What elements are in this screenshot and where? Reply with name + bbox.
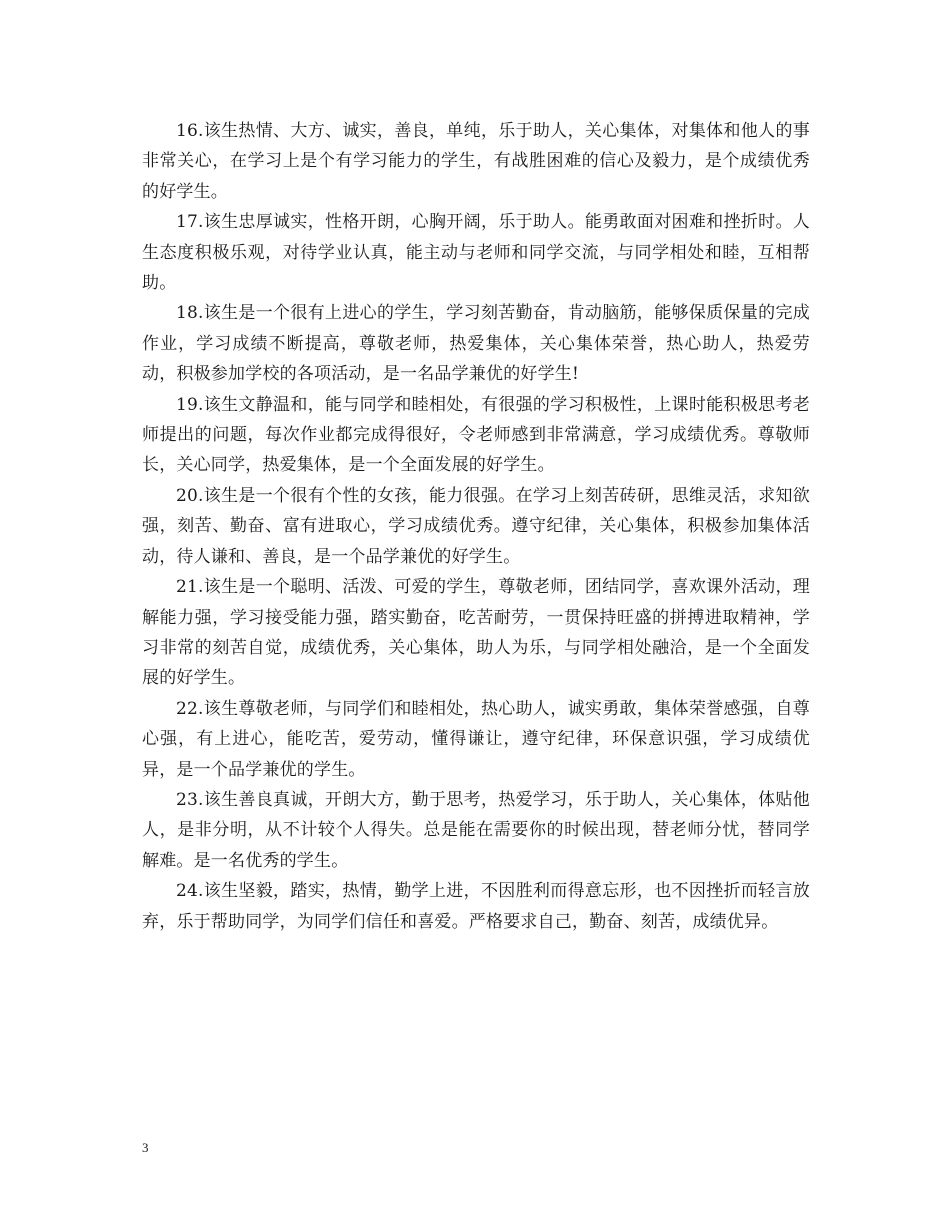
comment-paragraph-19: 19.该生文静温和，能与同学和睦相处，有很强的学习积极性，上课时能积极思考老师提出的问题，每次作业都完成得很好，令老师感到非常满意，学习成绩优秀。尊敬师长，关心同学，热爱集体，是一个全面发展的好学生。 [142, 394, 810, 476]
page-number: 3 [142, 1140, 149, 1155]
comment-paragraph-24: 24.该生坚毅，踏实，热情，勤学上进，不因胜利而得意忘形，也不因挫折而轻言放弃，乐于帮助同学，为同学们信任和喜爱。严格要求自己，勤奋、刻苦，成绩优异。 [142, 881, 810, 932]
comment-paragraph-16: 16.该生热情、大方、诚实，善良，单纯，乐于助人，关心集体，对集体和他人的事非常关心，在学习上是个有学习能力的学生，有战胜困难的信心及毅力，是个成绩优秀的好学生。 [142, 121, 810, 202]
comment-paragraph-23: 23.该生善良真诚，开朗大方，勤于思考，热爱学习，乐于助人，关心集体，体贴他人，是非分明，从不计较个人得失。总是能在需要你的时候出现，替老师分忧，替同学解难。是一名优秀的学生。 [142, 789, 810, 871]
comment-paragraph-22: 22.该生尊敬老师，与同学们和睦相处，热心助人，诚实勇敢，集体荣誉感强，自尊心强，有上进心，能吃苦，爱劳动，懂得谦让，遵守纪律，环保意识强，学习成绩优异，是一个品学兼优的学生。 [142, 698, 810, 780]
comment-paragraph-20: 20.该生是一个很有个性的女孩，能力很强。在学习上刻苦砖研，思维灵活，求知欲强，刻苦、勤奋、富有进取心，学习成绩优秀。遵守纪律，关心集体，积极参加集体活动，待人谦和、善良，是一个品学兼优的好学生。 [142, 485, 810, 567]
comment-paragraph-21: 21.该生是一个聪明、活泼、可爱的学生，尊敬老师，团结同学，喜欢课外活动，理解能力强，学习接受能力强，踏实勤奋，吃苦耐劳，一贯保持旺盛的拼搏进取精神，学习非常的刻苦自觉，成绩优秀，关心集体，助人为乐，与同学相处融洽，是一个全面发展的好学生。 [142, 577, 810, 689]
document-body [142, 116, 810, 937]
comment-paragraph-18: 18.该生是一个很有上进心的学生，学习刻苦勤奋，肯动脑筋，能够保质保量的完成作业，学习成绩不断提高，尊敬老师，热爱集体，关心集体荣誉，热心助人，热爱劳动，积极参加学校的各项活动，是一名品学兼优的好学生! [142, 303, 810, 385]
comment-paragraph-17: 17.该生忠厚诚实，性格开朗，心胸开阔，乐于助人。能勇敢面对困难和挫折时。人生态度积极乐观，对待学业认真，能主动与老师和同学交流，与同学相处和睦，互相帮助。 [142, 212, 810, 294]
